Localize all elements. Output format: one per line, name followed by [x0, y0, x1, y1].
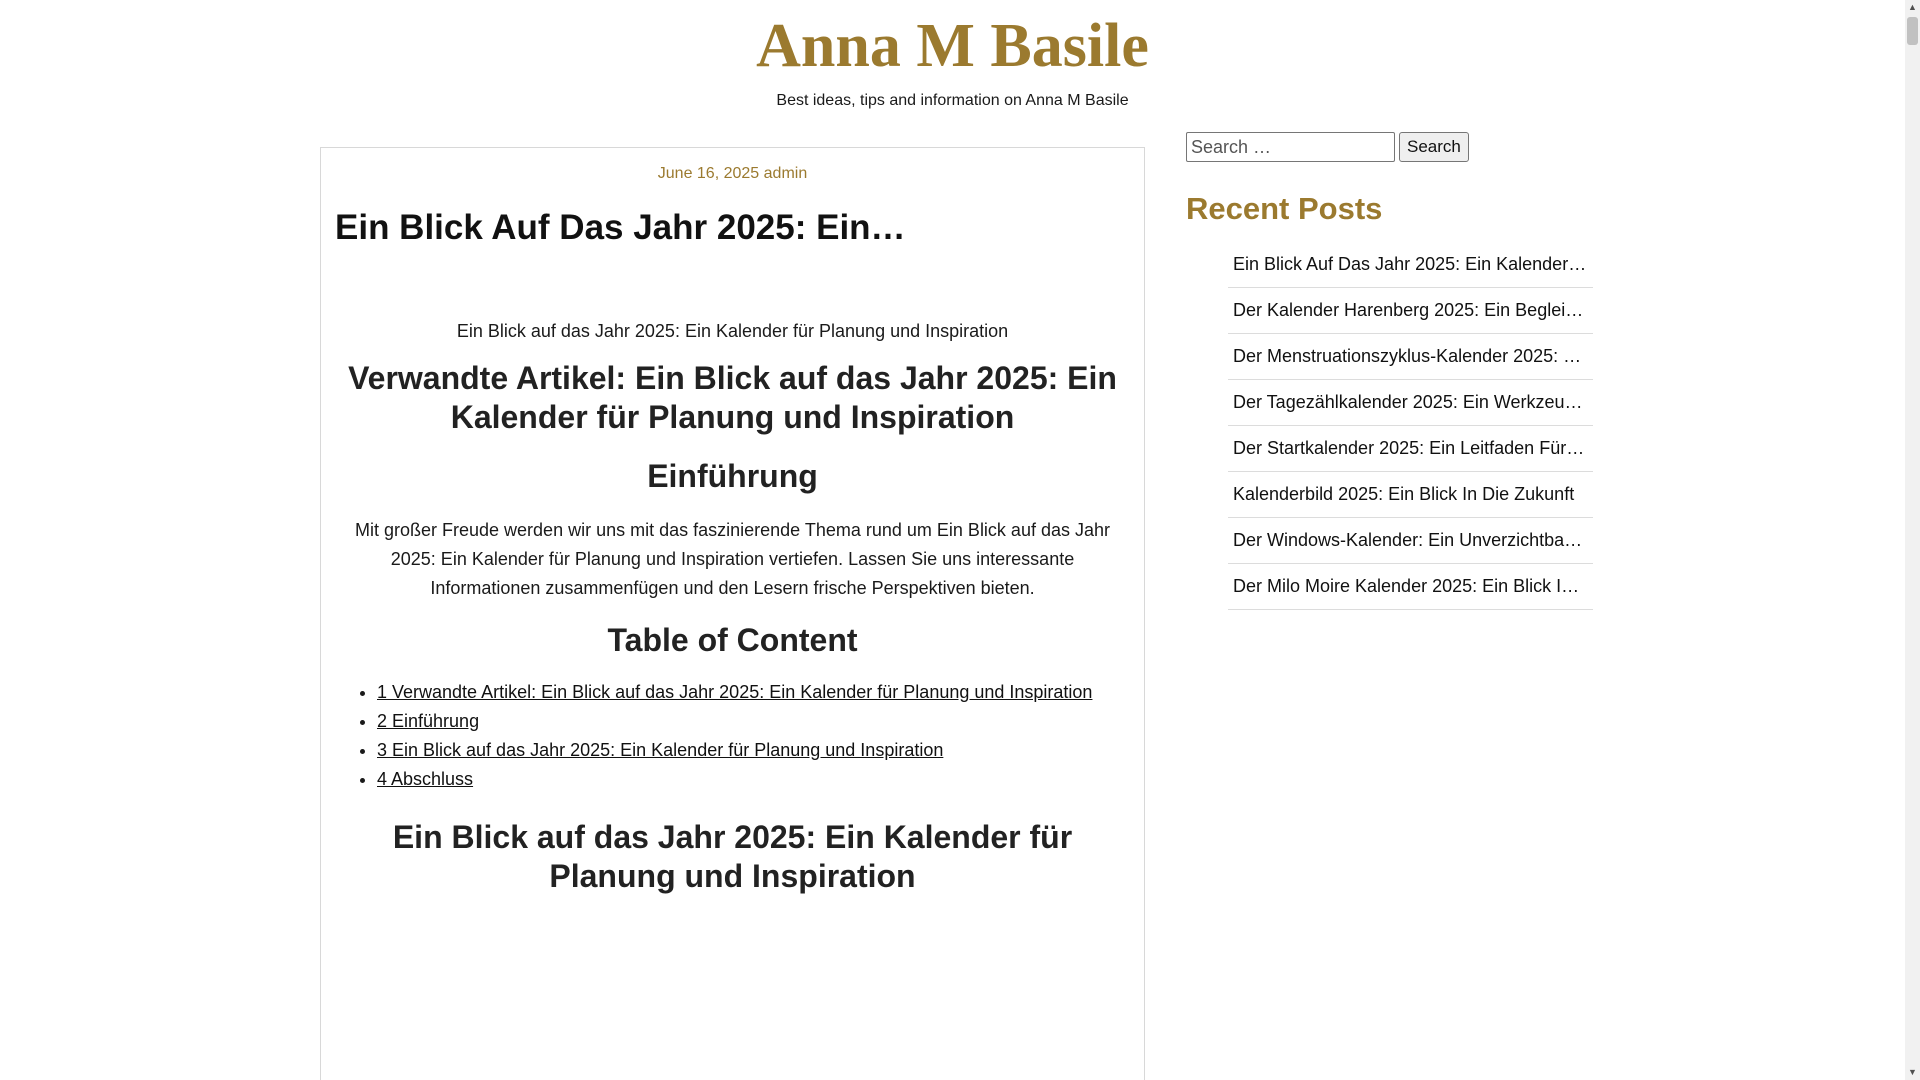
introduction-heading: Einführung: [647, 458, 818, 494]
related-articles-heading: Verwandte Artikel: Ein Blick auf das Jahr 2025: Ein Kalender für Planung und Inspiration: [348, 360, 1117, 435]
search-button[interactable]: Search: [1399, 132, 1469, 162]
scroll-up-arrow-icon[interactable]: ▲: [1908, 2, 1917, 12]
site-header: [0, 0, 1905, 110]
article-card: [320, 147, 1145, 1080]
toc-link-introduction[interactable]: 2 Einführung: [377, 711, 480, 731]
toc-link-conclusion[interactable]: 4 Abschluss: [377, 769, 474, 789]
recent-post-item: [1228, 334, 1593, 380]
site-title-link[interactable]: Anna M Basile: [756, 12, 1149, 80]
recent-post-item: [1228, 242, 1593, 288]
toc-link-related[interactable]: 1 Verwandte Artikel: Ein Blick auf das Jahr 2025: Ein Kalender für Planung und Inspiration: [377, 682, 1093, 702]
recent-post-item: [1228, 426, 1593, 472]
toc-item: [377, 736, 1130, 765]
search-input[interactable]: [1186, 132, 1395, 162]
toc-heading: Table of Content: [607, 622, 858, 658]
post-meta: [335, 165, 1130, 183]
recent-post-link[interactable]: Kalenderbild 2025: Ein Blick In Die Zukunft: [1233, 484, 1575, 504]
post-intro: Ein Blick auf das Jahr 2025: Ein Kalender für Planung und Inspiration: [456, 321, 1009, 341]
scrollbar-thumb[interactable]: [1907, 17, 1918, 45]
recent-post-link[interactable]: Der Startkalender 2025: Ein Leitfaden Für…: [1233, 438, 1585, 458]
main-section-heading: Ein Blick auf das Jahr 2025: Ein Kalender für Planung und Inspiration: [392, 819, 1073, 894]
sidebar: [1186, 132, 1596, 610]
recent-post-item: [1228, 288, 1593, 334]
recent-posts-list: [1228, 242, 1593, 610]
search-form: [1186, 132, 1596, 162]
site-tagline: Best ideas, tips and information on Anna M Basile: [776, 92, 1129, 109]
recent-post-item: [1228, 518, 1593, 564]
vertical-scrollbar[interactable]: [1905, 0, 1920, 1080]
recent-post-link[interactable]: Der Menstruationszyklus-Kalender 2025: …: [1233, 346, 1582, 366]
toc-link-main[interactable]: 3 Ein Blick auf das Jahr 2025: Ein Kalender für Planung und Inspiration: [377, 740, 944, 760]
recent-posts-heading: Recent Posts: [1186, 191, 1383, 226]
recent-post-item: [1228, 380, 1593, 426]
recent-post-link[interactable]: Der Milo Moire Kalender 2025: Ein Blick I…: [1233, 576, 1580, 596]
recent-post-item: [1228, 472, 1593, 518]
post-title: Ein Blick Auf Das Jahr 2025: Ein…: [335, 208, 906, 247]
toc-item: [377, 707, 1130, 736]
recent-post-link[interactable]: Der Windows-Kalender: Ein Unverzichtba…: [1233, 530, 1583, 550]
recent-post-item: [1228, 564, 1593, 610]
toc-item: [377, 765, 1130, 794]
post-date-link[interactable]: June 16, 2025: [657, 165, 760, 182]
recent-post-link[interactable]: Der Kalender Harenberg 2025: Ein Beglei…: [1233, 300, 1584, 320]
post-author-link[interactable]: admin: [763, 165, 808, 182]
scroll-down-arrow-icon[interactable]: ▼: [1908, 1067, 1917, 1077]
introduction-text: Mit großer Freude werden wir uns mit das faszinierende Thema rund um Ein Blick auf das Jahr 2025: Ein Kalender für Planung und Inspiration vertiefen. Lassen Sie uns interessante Informationen zusammenfügen und den Lesern frische Perspektiven bieten.: [355, 520, 1110, 598]
recent-post-link[interactable]: Der Tagezählkalender 2025: Ein Werkzeu…: [1233, 392, 1583, 412]
toc-item: [377, 678, 1130, 707]
recent-post-link[interactable]: Ein Blick Auf Das Jahr 2025: Ein Kalender…: [1233, 254, 1587, 274]
toc-list: [335, 678, 1130, 794]
